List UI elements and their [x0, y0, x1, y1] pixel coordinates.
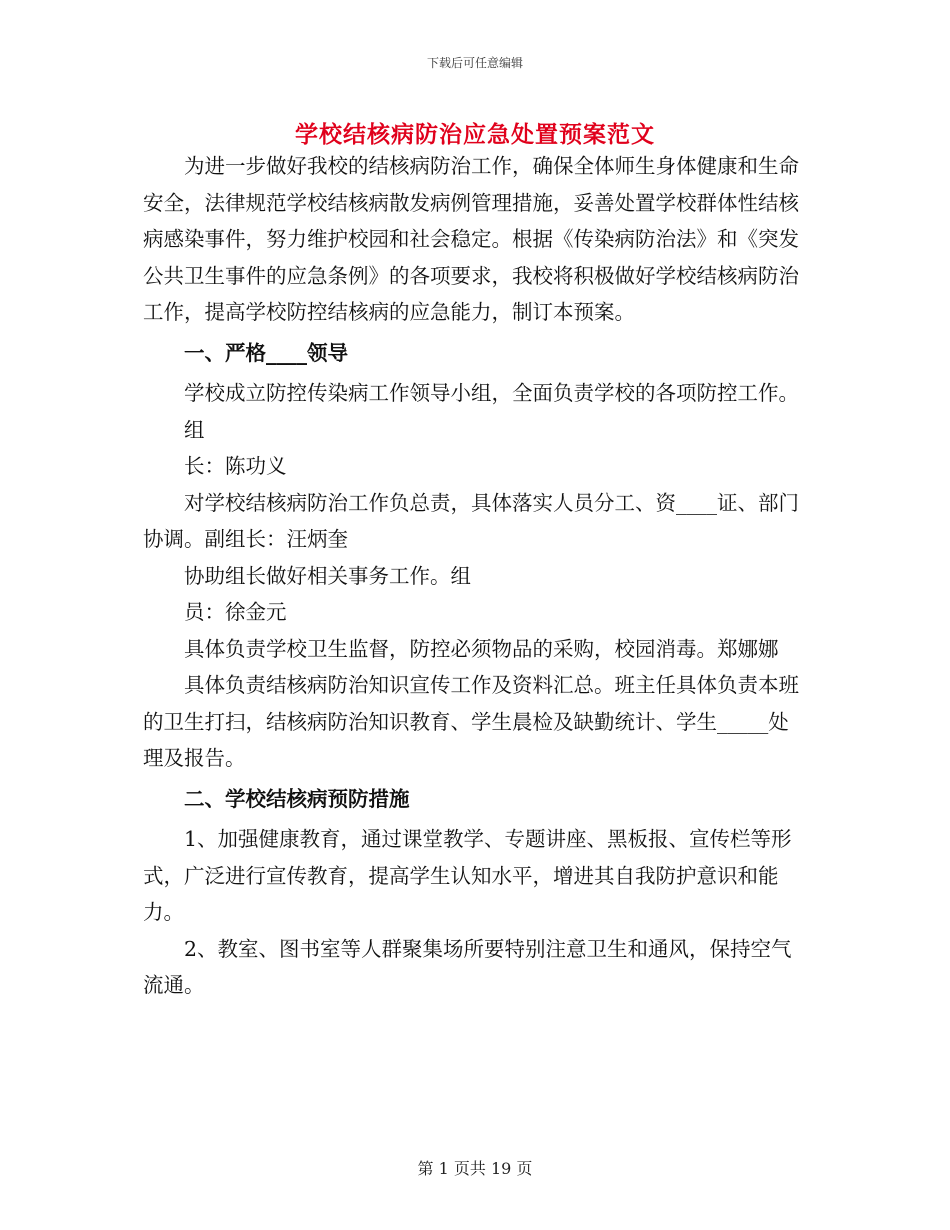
page-footer: 第 1 页共 19 页 — [417, 1159, 533, 1178]
document-body — [143, 148, 808, 1004]
paragraph: 组 — [184, 417, 205, 442]
paragraph: 协助组长做好相关事务工作。组 — [184, 563, 471, 588]
section-heading-2: 二、学校结核病预防措施 — [184, 786, 410, 811]
section-heading-1: 一、严格____领导 — [184, 340, 348, 365]
paragraph: 1、加强健康教育，通过课堂教学、专题讲座、黑板报、宣传栏等形式，广泛进行宣传教育，提高学生认知水平，增进其自我防护意识和能力。 — [143, 827, 792, 924]
paragraph: 学校成立防控传染病工作领导小组，全面负责学校的各项防控工作。 — [184, 381, 799, 405]
paragraph: 具体负责学校卫生监督，防控必须物品的采购，校园消毒。郑娜娜 — [184, 636, 779, 661]
paragraph: 员：徐金元 — [184, 600, 287, 624]
intro-paragraph: 为进一步做好我校的结核病防治工作，确保全体师生身体健康和生命安全，法律规范学校结核病散发病例管理措施，妥善处置学校群体性结核病感染事件，努力维护校园和社会稳定。根据《传染病防治法》和《突发公共卫生事件的应急条例》的各项要求，我校将积极做好学校结核病防治工作，提高学校防控结核病的应急能力，制订本预案。 — [143, 154, 799, 324]
paragraph: 长：陈功义 — [184, 454, 287, 478]
document-title: 学校结核病防治应急处置预案范文 — [295, 121, 655, 148]
page-header: 下载后可任意编辑 — [426, 56, 523, 70]
paragraph: 2、教室、图书室等人群聚集场所要特别注意卫生和通风，保持空气流通。 — [143, 936, 792, 997]
paragraph: 对学校结核病防治工作负总责，具体落实人员分工、资____证、部门协调。副组长：汪炳奎 — [143, 490, 799, 551]
paragraph: 具体负责结核病防治知识宣传工作及资料汇总。班主任具体负责本班的卫生打扫，结核病防治知识教育、学生晨检及缺勤统计、学生_____处理及报告。 — [143, 673, 799, 770]
